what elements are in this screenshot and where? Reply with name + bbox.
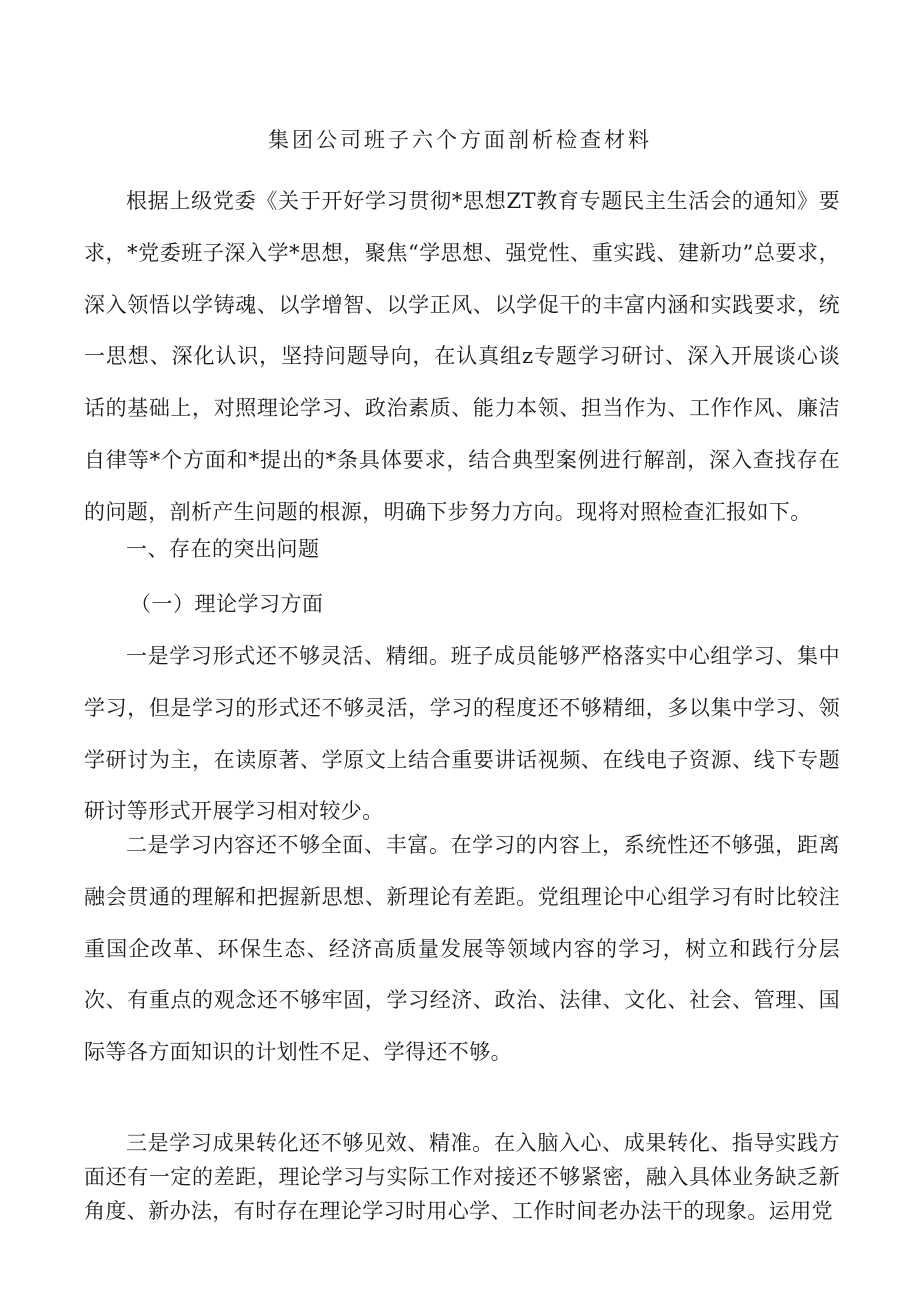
paragraph-point-2: 二是学习内容还不够全面、丰富。在学习的内容上，系统性还不够强，距离融会贯通的理解和把握新思想、新理论有差距。党组理论中心组学习有时比较注重国企改革、环保生态、经济高质量发展等领域内容的学习，树立和践行分层次、有重点的观念还不够牢固，学习经济、政治、法律、文化、社会、管理、国际等各方面知识的计划性不足、学得还不够。 (84, 833, 840, 1065)
paragraph-point-1: 一是学习形式还不够灵活、精细。班子成员能够严格落实中心组学习、集中学习，但是学习的形式还不够灵活，学习的程度还不够精细，多以集中学习、领学研讨为主，在读原著、学原文上结合重要讲话视频、在线电子资源、线下专题研讨等形式开展学习相对较少。 (84, 644, 840, 824)
paragraph-point-3: 三是学习成果转化还不够见效、精准。在入脑入心、成果转化、指导实践方面还有一定的差距，理论学习与实际工作对接还不够紧密，融入具体业务缺乏新角度、新办法，有时存在理论学习时用心学、工作时间老办法干的现象。运用党 (84, 1131, 840, 1223)
intro-paragraph: 根据上级党委《关于开好学习贯彻*思想ZT教育专题民主生活会的通知》要求，*党委班子深入学*思想，聚焦“学思想、强党性、重实践、建新功”总要求，深入领悟以学铸魂、以学增智、以学正风、以学促干的丰富内涵和实践要求，统一思想、深化认识，坚持问题导向，在认真组z专题学习研讨、深入开展谈心谈话的基础上，对照理论学习、政治素质、能力本领、担当作为、工作作风、廉洁自律等*个方面和*提出的*条具体要求，结合典型案例进行解剖，深入查找存在的问题，剖析产生问题的根源，明确下步努力方向。现将对照检查汇报如下。 (84, 189, 840, 524)
document-title: 集团公司班子六个方面剖析检查材料 (268, 128, 652, 152)
subsection-heading: （一）理论学习方面 (130, 592, 324, 616)
section-heading: 一、存在的突出问题 (126, 537, 320, 561)
